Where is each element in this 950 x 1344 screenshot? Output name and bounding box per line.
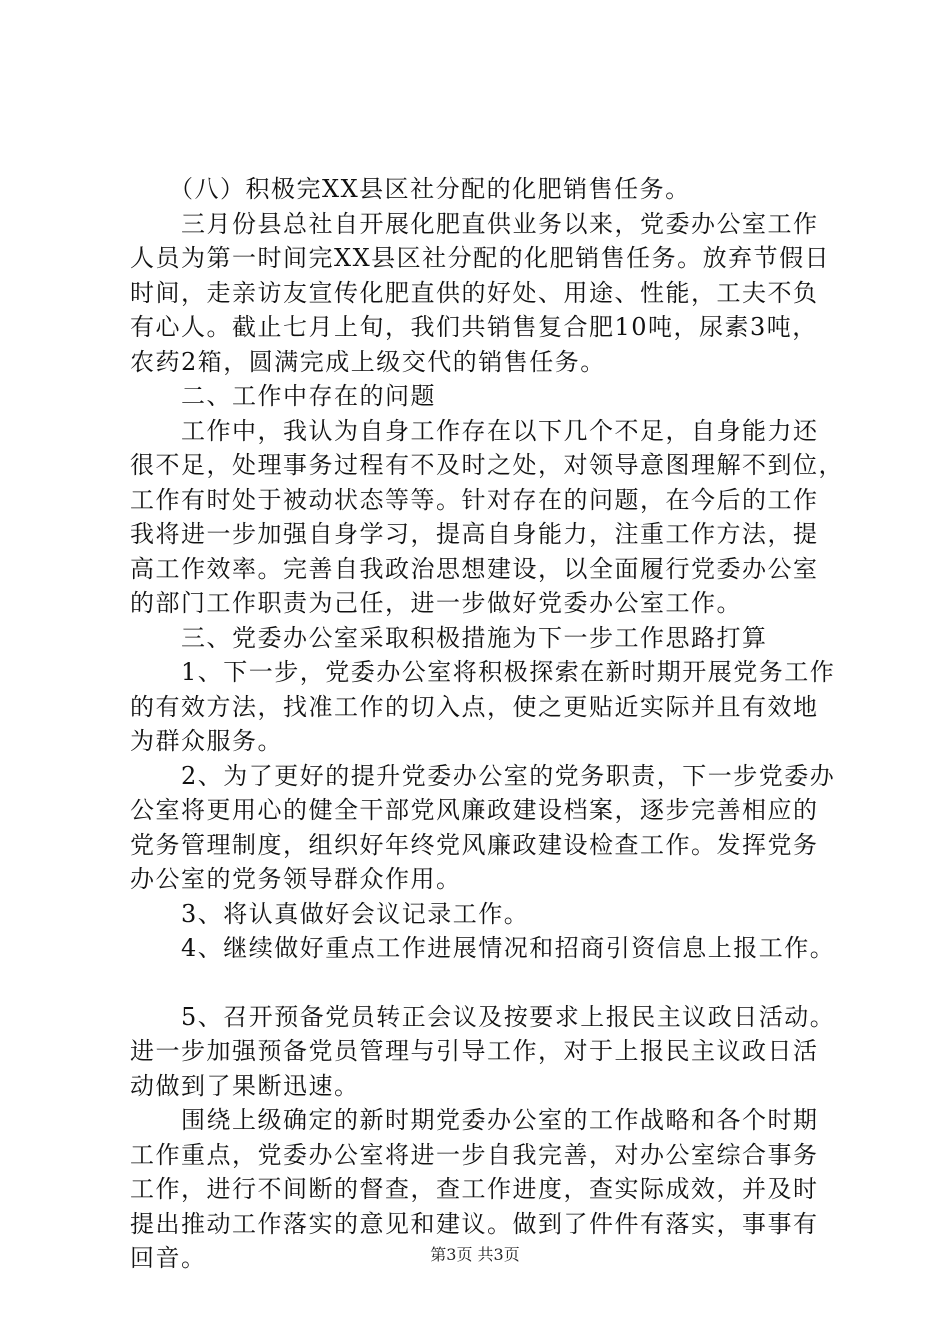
text-line: 人员为第一时间完XX县区社分配的化肥销售任务。放弃节假日 — [130, 244, 831, 272]
paragraph-item-4 — [130, 931, 836, 966]
text-line: 工作有时处于被动状态等等。针对存在的问题，在今后的工作 — [130, 485, 819, 514]
text-line: 工作中，我认为自身工作存在以下几个不足，自身能力还 — [130, 416, 819, 445]
text-line: 办公室的党务领导群众作用。 — [130, 865, 462, 893]
paragraph-item-2 — [130, 759, 836, 897]
text-line: 二、工作中存在的问题 — [130, 382, 436, 410]
text-line: 回音。 — [130, 1244, 207, 1272]
text-line: 为群众服务。 — [130, 727, 283, 755]
paragraph-problems — [130, 414, 844, 621]
text-line: 公室将更用心的健全干部党风廉政建设档案，逐步完善相应的 — [130, 796, 819, 824]
text-line: 的部门工作职责为己任，进一步做好党委办公室工作。 — [130, 589, 742, 617]
text-line: 2、为了更好的提升党委办公室的党务职责，下一步党委办 — [130, 761, 836, 790]
text-line: 提出推动工作落实的意见和建议。做到了件件有落实，事事有 — [130, 1209, 819, 1238]
text-line: 农药2箱，圆满完成上级交代的销售任务。 — [130, 347, 606, 376]
text-line: 3、将认真做好会议记录工作。 — [130, 899, 530, 928]
text-line: 有心人。截止七月上旬，我们共销售复合肥10吨，尿素3吨， — [130, 313, 818, 341]
text-line: 5、召开预备党员转正会议及按要求上报民主议政日活动。 — [130, 1002, 836, 1031]
paragraph-fertilizer-sales — [130, 207, 830, 380]
paragraph-item-3 — [130, 897, 830, 932]
section-heading-problems — [130, 379, 830, 414]
text-line: （八）积极完XX县区社分配的化肥销售任务。 — [130, 175, 691, 203]
text-line: 我将进一步加强自身学习，提高自身能力，注重工作方法，提 — [130, 520, 819, 548]
text-line: 高工作效率。完善自我政治思想建设，以全面履行党委办公室 — [130, 554, 819, 583]
text-line: 很不足，处理事务过程有不及时之处，对领导意图理解不到位， — [130, 451, 844, 479]
page-footer: 第3页 共3页 — [430, 1245, 520, 1264]
text-line: 4、继续做好重点工作进展情况和招商引资信息上报工作。 — [130, 934, 836, 962]
section-heading-next-steps — [130, 621, 830, 656]
text-line: 时间，走亲访友宣传化肥直供的好处、用途、性能，工夫不负 — [130, 278, 819, 307]
text-line: 围绕上级确定的新时期党委办公室的工作战略和各个时期 — [130, 1106, 819, 1134]
blank-line — [130, 966, 830, 1000]
text-line: 的有效方法，找准工作的切入点，使之更贴近实际并且有效地 — [130, 692, 819, 721]
text-line: 工作，进行不间断的督查，查工作进度，查实际成效，并及时 — [130, 1175, 819, 1203]
text-line: 1、下一步，党委办公室将积极探索在新时期开展党务工作 — [130, 658, 836, 686]
paragraph-item-1 — [130, 655, 836, 759]
text-line: 三、党委办公室采取积极措施为下一步工作思路打算 — [130, 623, 768, 652]
document-body — [130, 172, 844, 1276]
text-line: 三月份县总社自开展化肥直供业务以来，党委办公室工作 — [130, 209, 819, 238]
text-line: 工作重点，党委办公室将进一步自我完善，对办公室综合事务 — [130, 1140, 819, 1169]
text-line: 动做到了果断迅速。 — [130, 1071, 360, 1100]
paragraph-fertilizer-heading — [130, 172, 830, 207]
text-line: 党务管理制度，组织好年终党风廉政建设检查工作。发挥党务 — [130, 830, 819, 859]
text-line: 进一步加强预备党员管理与引导工作，对于上报民主议政日活 — [130, 1037, 819, 1065]
paragraph-item-5 — [130, 1000, 836, 1104]
